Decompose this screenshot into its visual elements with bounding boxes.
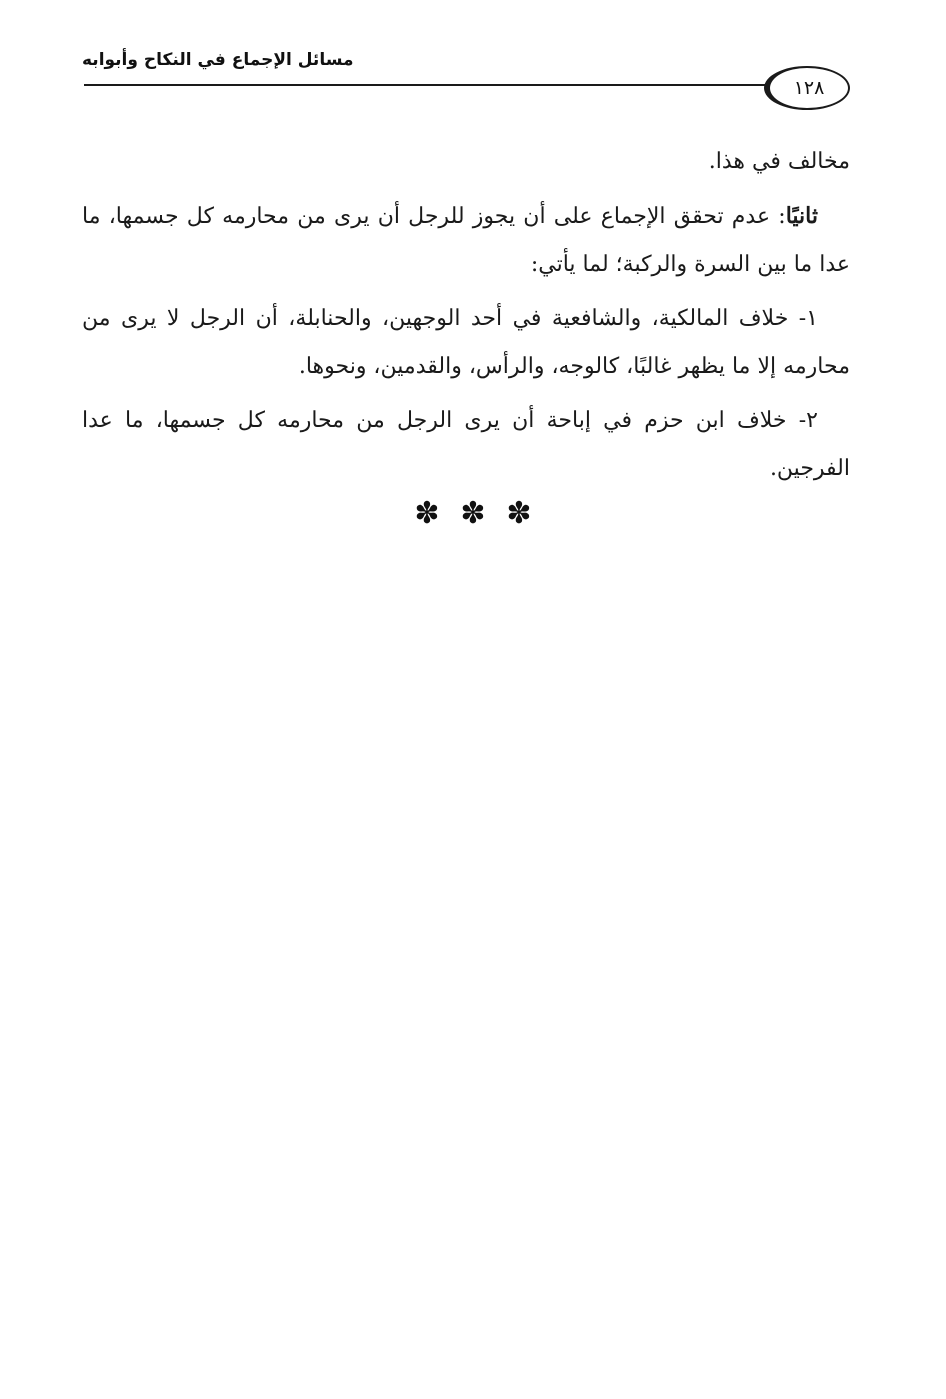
page-number-badge xyxy=(764,66,850,110)
paragraph-3-text: ١- خلاف المالكية، والشافعية في أحد الوجهين، والحنابلة، أن الرجل لا يرى من محارمه إلا ما يظهر غالبًا، كالوجه، والرأس، والقدمين، ونحوها. xyxy=(82,306,850,379)
paragraph-2-text: : عدم تحقق الإجماع على أن يجوز للرجل أن يرى من محارمه كل جسمها، ما عدا ما بين السرة والركبة؛ لما يأتي: xyxy=(82,204,850,277)
flower-ornament-icon: ✽ xyxy=(506,496,532,531)
paragraph-1-text: مخالف في هذا. xyxy=(708,149,850,174)
paragraph-4 xyxy=(82,397,850,493)
body-text xyxy=(82,138,850,499)
section-end-ornaments xyxy=(0,494,946,534)
paragraph-4-text: ٢- خلاف ابن حزم في إباحة أن يرى الرجل من محارمه كل جسمها، ما عدا الفرجين. xyxy=(82,408,850,481)
flower-ornament-icon: ✽ xyxy=(460,496,486,531)
page-number: ١٢٨ xyxy=(793,77,825,99)
running-title: مسائل الإجماع في النكاح وأبوابه xyxy=(82,50,354,70)
paragraph-1 xyxy=(82,138,850,186)
flower-ornament-icon: ✽ xyxy=(414,496,440,531)
paragraph-2-lead: ثانيًا xyxy=(785,203,818,229)
header-rule xyxy=(84,84,774,86)
paragraph-3 xyxy=(82,295,850,391)
paragraph-2 xyxy=(82,192,850,289)
